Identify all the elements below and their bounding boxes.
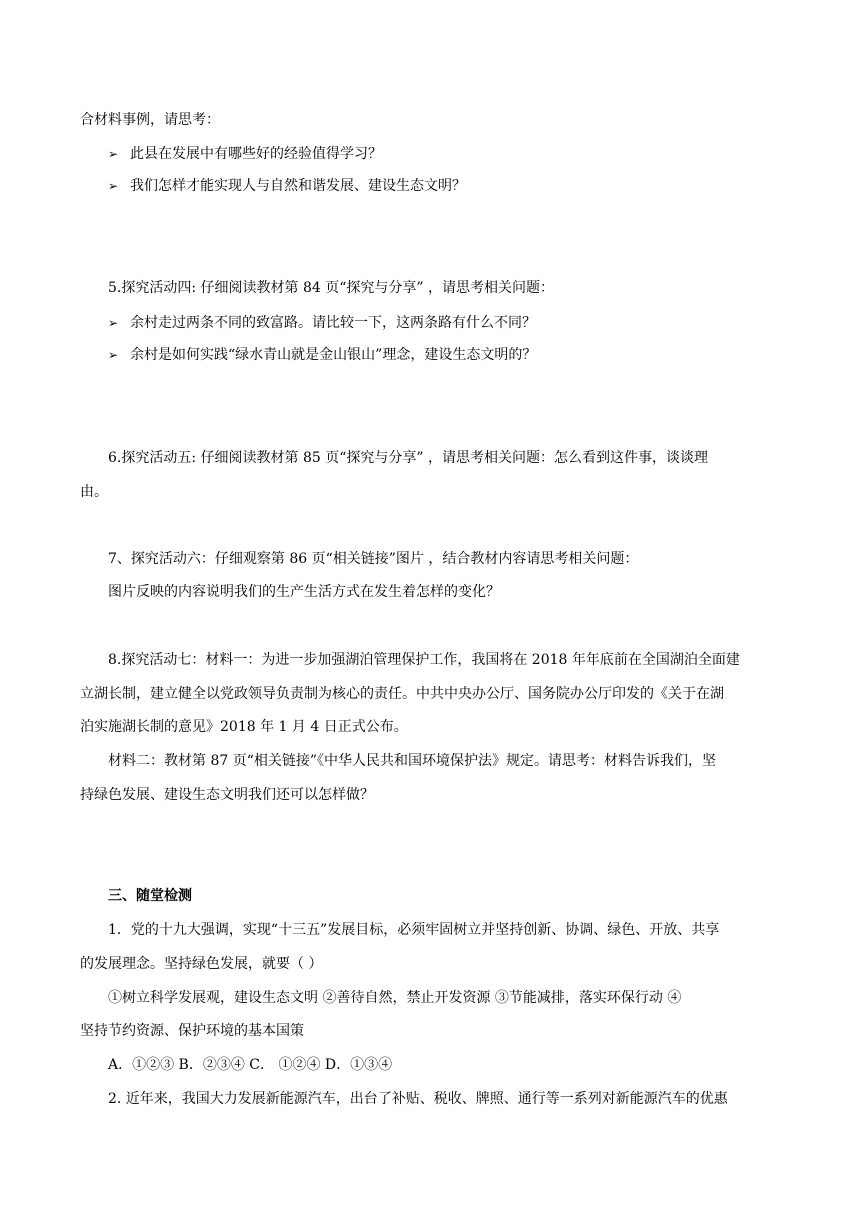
activity7-line: 立湖长制，建立健全以党政领导负责制为核心的责任。中共中央办公厅、国务院办公厅印发的《关于在湖: [80, 686, 724, 702]
activity7-line: 材料二：教材第 87 页“相关链接”《中华人民共和国环境保护法》规定。请思考：材料告诉我们，坚: [108, 753, 717, 769]
answer-choices: A．①②③ B．②③④ C． ①②④ D．①③④: [108, 1057, 393, 1073]
list-item: ➢ 余村是如何实践“绿水青山就是金山银山”理念，建设生态文明的？: [108, 347, 537, 363]
question-options: ①树立科学发展观，建设生态文明 ②善待自然，禁止开发资源 ③节能减排，落实环保行动 ④: [108, 990, 682, 1006]
question-options: 坚持节约资源、保护环境的基本国策: [80, 1023, 304, 1039]
activity6-line: 图片反映的内容说明我们的生产生活方式在发生着怎样的变化？: [108, 584, 500, 600]
arrow-bullet-icon: ➢: [108, 147, 119, 161]
activity7-line: 8.探究活动七：材料一：为进一步加强湖泊管理保护工作，我国将在 2018 年年底前在全国湖泊全面建: [108, 652, 740, 668]
list-item: ➢ 余村走过两条不同的致富路。请比较一下，这两条路有什么不同？: [108, 315, 536, 331]
activity7-line: 持绿色发展、建设生态文明我们还可以怎样做？: [80, 787, 374, 803]
section-heading: 三、随堂检测: [108, 888, 192, 904]
question-text: 的发展理念。坚持绿色发展，就要（ ）: [80, 956, 323, 972]
activity7-line: 泊实施湖长制的意见》2018 年 1 月 4 日正式公布。: [80, 719, 408, 735]
list-item: ➢ 此县在发展中有哪些好的经验值得学习？: [108, 146, 382, 162]
activity5-line: 6.探究活动五: 仔细阅读教材第 85 页“探究与分享” ，请思考相关问题：怎么看到这件事，谈谈理: [108, 450, 709, 466]
intro-text: 合材料事例，请思考：: [80, 112, 220, 128]
list-item: ➢ 我们怎样才能实现人与自然和谐发展、建设生态文明？: [108, 178, 466, 194]
activity6-line: 7、探究活动六：仔细观察第 86 页“相关链接”图片 ，结合教材内容请思考相关问题：: [108, 551, 639, 567]
arrow-bullet-icon: ➢: [108, 179, 119, 193]
arrow-bullet-icon: ➢: [108, 316, 119, 330]
question-text: 1．党的十九大强调，实现“十三五”发展目标，必须牢固树立并坚持创新、协调、绿色、开放、共享: [108, 922, 720, 938]
activity4-heading: 5.探究活动四: 仔细阅读教材第 84 页“探究与分享” ，请思考相关问题：: [108, 280, 555, 296]
arrow-bullet-icon: ➢: [108, 348, 119, 362]
activity5-line: 由。: [80, 484, 108, 500]
question-text: 2. 近年来，我国大力发展新能源汽车，出台了补贴、税收、牌照、通行等一系列对新能源汽车的优惠: [108, 1091, 728, 1107]
